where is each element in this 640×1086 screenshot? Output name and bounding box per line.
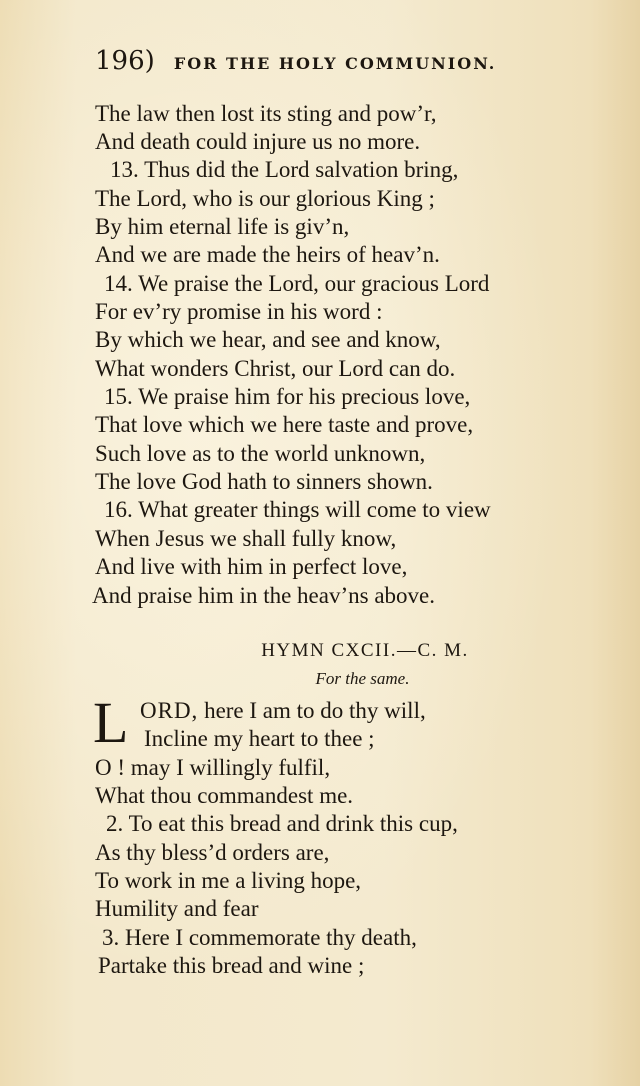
verse-line: And praise him in the heav’ns above. [92,583,435,608]
verse-line: The law then lost its sting and pow’r, [95,101,437,126]
hymn-line: Humility and fear [95,896,259,921]
page-header [95,46,496,76]
verse-line: And death could injure us no more. [95,129,421,154]
verse-line: 16. What greater things will come to view [104,497,491,522]
verse-line: And live with him in perfect love, [95,554,408,579]
verse-line: By which we hear, and see and know, [95,327,441,352]
page-number: 196) [95,46,155,76]
hymn-second-line: Incline my heart to thee ; [144,726,375,751]
verse-line: When Jesus we shall fully know, [95,526,397,551]
verse-line: The Lord, who is our glorious King ; [95,186,435,211]
verse-line: For ev’ry promise in his word : [95,299,383,324]
first-line-rest: here I am to do thy will, [198,698,426,723]
hymn-line: O ! may I willingly fulfil, [95,755,331,780]
hymn-line: What thou commandest me. [95,783,354,808]
verse-line: 15. We praise him for his precious love, [104,384,471,409]
verse-line: By him eternal life is giv’n, [95,214,350,239]
hymn-line: Partake this bread and wine ; [98,953,365,978]
hymn-line: 3. Here I commemorate thy death, [102,925,417,950]
running-title: FOR THE HOLY COMMUNION. [173,54,497,73]
hymn-line: To work in me a living hope, [95,868,362,893]
hymn-line: 2. To eat this bread and drink this cup, [106,811,458,836]
verse-line: 13. Thus did the Lord salvation bring, [110,157,459,182]
verse-line: The love God hath to sinners shown. [95,469,433,494]
hymn-title: HYMN CXCII.—C. M. [261,640,469,661]
verse-line: What wonders Christ, our Lord can do. [95,356,456,381]
verse-line: 14. We praise the Lord, our gracious Lord [104,271,490,296]
verse-line: That love which we here taste and prove, [95,412,474,437]
hymn-line: As thy bless’d orders are, [95,840,330,865]
hymn-subtitle: For the same. [315,669,410,688]
verse-line: And we are made the heirs of heav’n. [95,242,440,267]
first-word: ORD, [140,698,199,723]
hymn-first-line [140,697,426,725]
verse-line: Such love as to the world unknown, [95,441,426,466]
drop-cap: L [93,690,129,755]
